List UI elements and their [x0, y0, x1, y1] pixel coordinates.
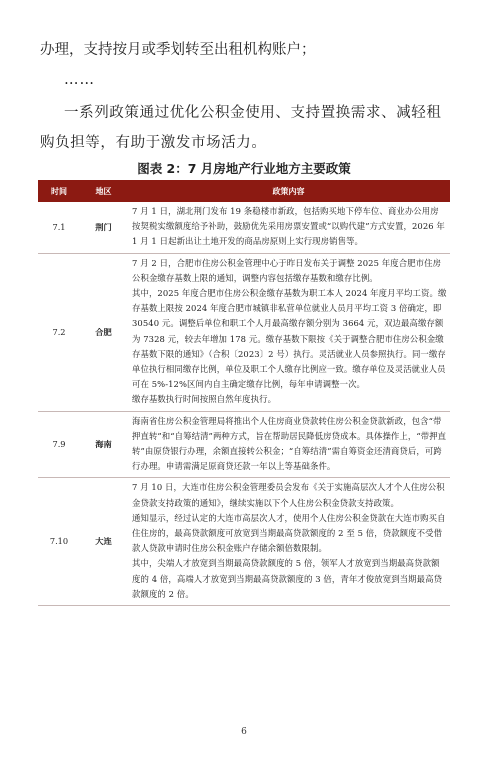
cell-region: 海南 [80, 411, 127, 478]
cell-content [127, 478, 450, 606]
cell-region: 合肥 [80, 253, 127, 411]
intro-line-1: 办理，支持按月或季划转至出租机构账户； [40, 42, 316, 58]
table-row [38, 202, 450, 253]
content-paragraph: 通知显示，经过认定的大连市高层次人才，使用个人住房公积金贷款在大连市购买自住住房的，最高贷款额度可放宽到当期最高贷款额度的 2 至 5 倍，贷款额度不受借款人贷款申请时住房公积金账户存储余额倍数限制。 [132, 512, 446, 554]
content-paragraph: 7 月 1 日，湖北荆门发布 19 条稳楼市新政，包括购买地下停车位、商业办公用房按契税实缴额度给予补助，鼓励优先采用房票安置或“以购代建”方式安置，2026 年 1 月 1 日起新出让土地开发的商品房原则上实行现房销售等。 [132, 206, 445, 247]
cell-time: 7.1 [38, 202, 80, 253]
intro-paragraph: 一系列政策通过优化公积金使用、支持置换需求、减轻租购负担等，有助于激发市场活力。 [40, 105, 442, 151]
cell-region: 大连 [80, 478, 127, 606]
table-row [38, 411, 450, 478]
content-paragraph: 其中，2025 年度合肥市住房公积金缴存基数为职工本人 2024 年度月平均工资。缴存基数上限按 2024 年度合肥市城镇非私营单位就业人员月平均工资 3 倍确定，即 30540 元。调整后单位和职工个人月最高缴存额分别为 3664 元，双边最高缴存额为 7328 元，较去年增加 178 元。缴存基数下限按《关于调整合肥市住房公积金缴存基数下限的通知》（合积〔2023〕2 号）执行。灵活就业人员参照执行。同一缴存单位执行相同缴存比例，单位及职工个人缴存比例应一致。缴存单位及灵活就业人员可在 5%-12%区间内自主确定缴存比例，每年申请调整一次。 [132, 288, 447, 390]
cell-time: 7.10 [38, 478, 80, 606]
table-body [38, 202, 450, 606]
cell-content [127, 253, 450, 411]
cell-time: 7.2 [38, 253, 80, 411]
header-time: 时间 [38, 180, 80, 202]
cell-content [127, 411, 450, 478]
cell-time: 7.9 [38, 411, 80, 478]
header-content: 政策内容 [127, 180, 450, 202]
content-paragraph: 海南省住房公积金管理局将推出个人住房商业贷款转住房公积金贷款新政，包含“带押直转”和“自筹结清”两种方式，旨在帮助居民降低房贷成本。具体操作上，“带押直转”由原贷银行办理，余额直接转公积金；“自筹结清”需自筹资金还清商贷后，可跨行办理。申请需满足原商贷还款一年以上等基础条件。 [132, 415, 447, 472]
header-region: 地区 [80, 180, 127, 202]
cell-region: 荆门 [80, 202, 127, 253]
content-paragraph: 其中，尖端人才放宽到当期最高贷款额度的 5 倍，领军人才放宽到当期最高贷款额度的 4 倍，高端人才放宽到当期最高贷款额度的 3 倍，青年才俊放宽到当期最高贷款额度的 2 倍。 [132, 558, 443, 599]
table-row [38, 478, 450, 606]
table-row [38, 253, 450, 411]
content-paragraph: 7 月 2 日，合肥市住房公积金管理中心于昨日发布关于调整 2025 年度合肥市住房公积金缴存基数上限的通知，调整内容包括缴存基数和缴存比例。 [132, 257, 442, 283]
page-number: 6 [241, 727, 247, 737]
table-caption: 图表 2：7 月房地产行业地方主要政策 [137, 161, 351, 176]
content-paragraph: 缴存基数执行时间按照自然年度执行。 [132, 394, 277, 405]
cell-content [127, 202, 450, 253]
table-header-row [38, 180, 450, 202]
intro-ellipsis: …… [64, 72, 95, 88]
policy-table [38, 180, 450, 606]
content-paragraph: 7 月 10 日，大连市住房公积金管理委员会发布《关于实施高层次人才个人住房公积金贷款支持政策的通知》，继续实施以下个人住房公积金贷款支持政策。 [132, 482, 445, 508]
